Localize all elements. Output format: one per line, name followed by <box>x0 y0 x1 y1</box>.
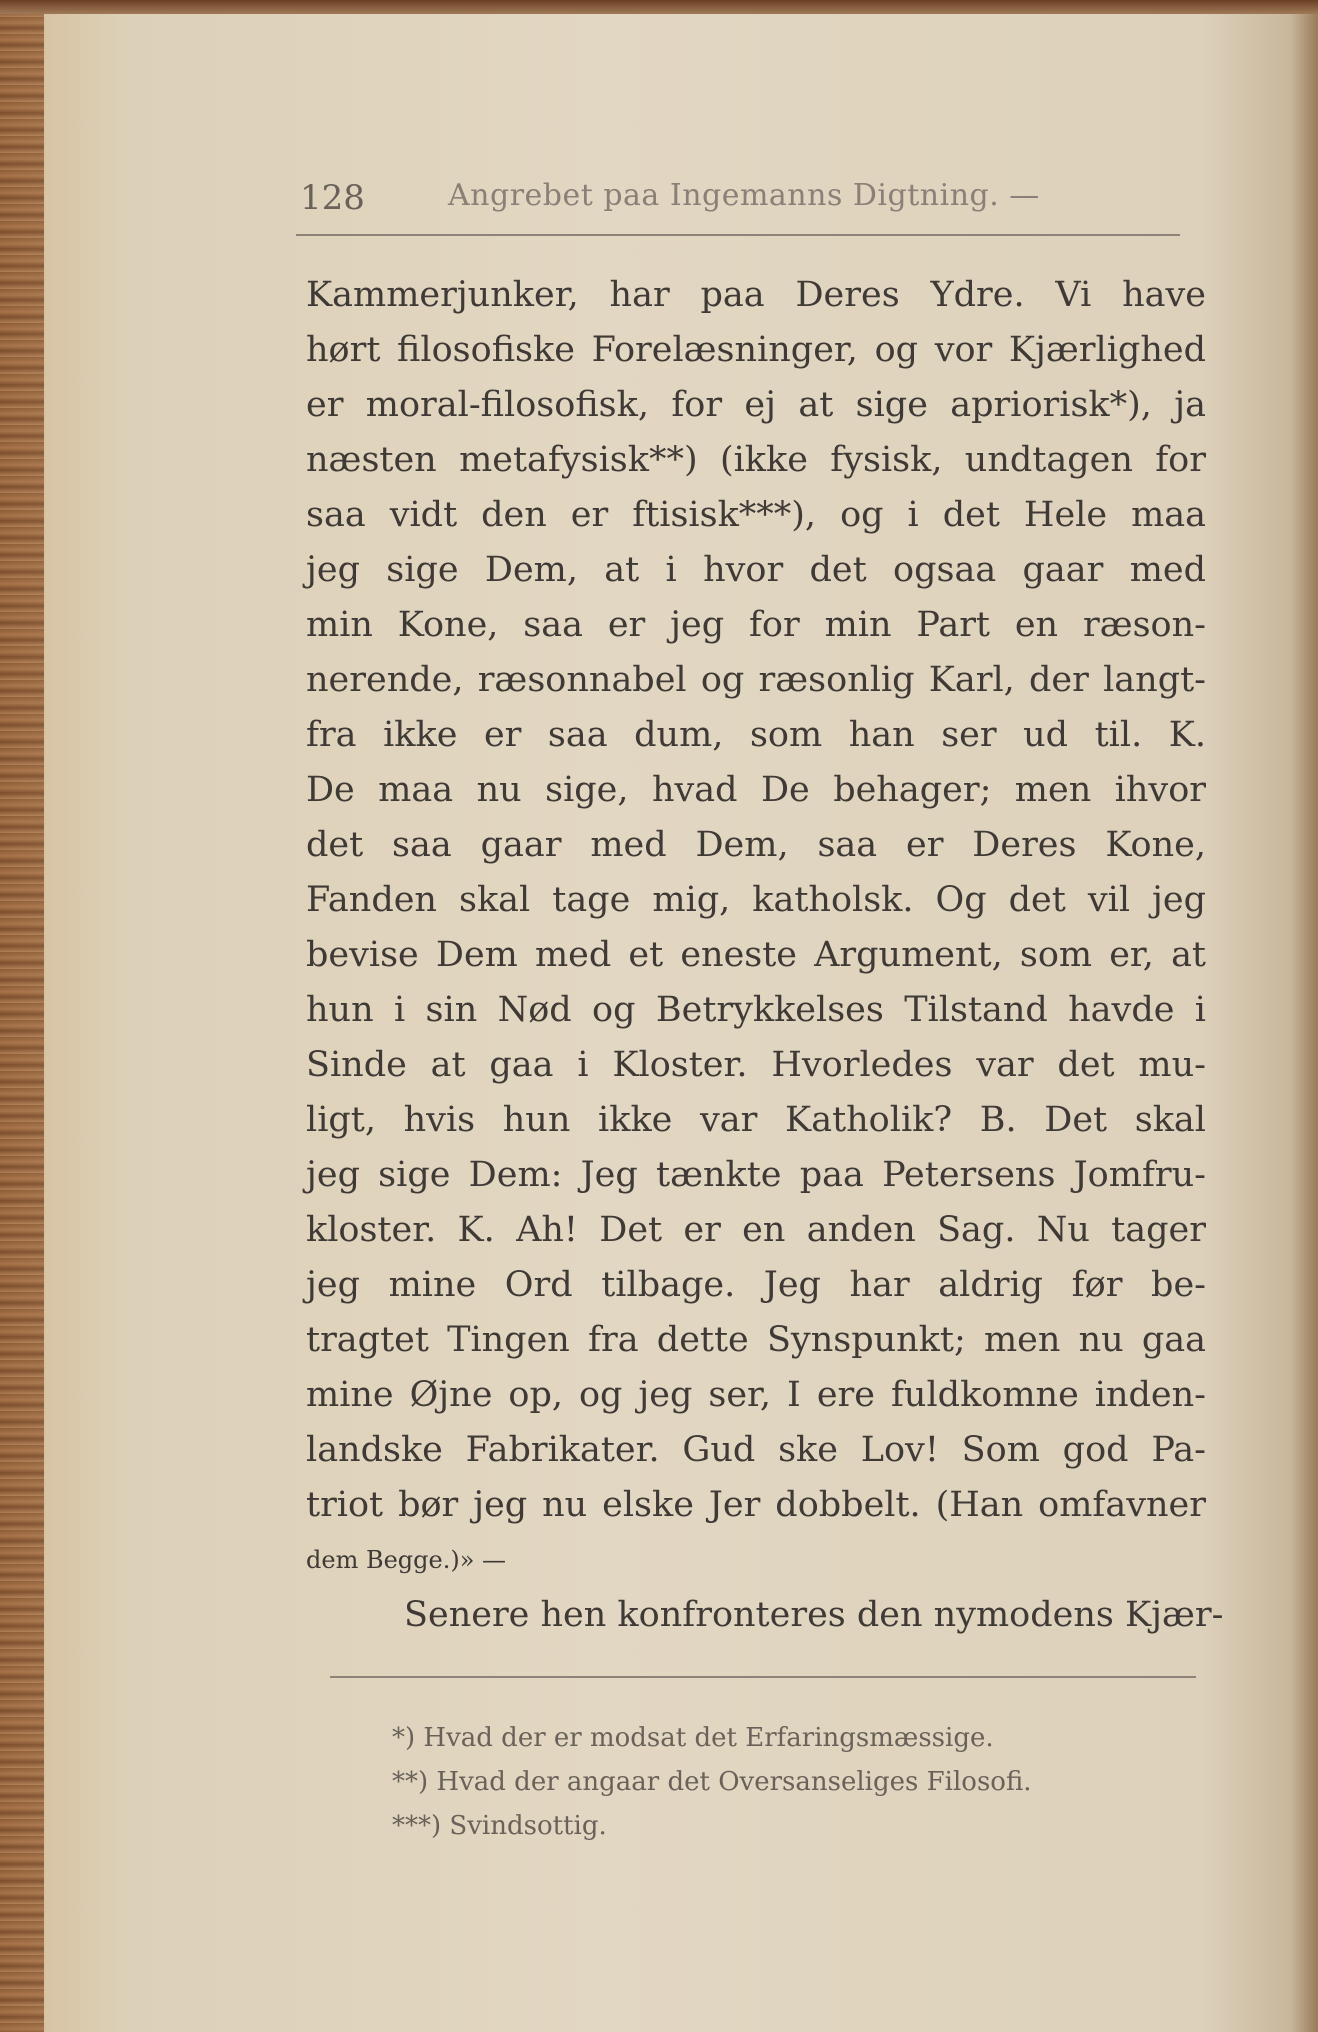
footnote: ***) Svindsottig. <box>392 1811 607 1841</box>
body-text <box>306 268 1224 1643</box>
text-line: tragtet Tingen fra dette Synspunkt; men nu gaa <box>306 1320 1206 1360</box>
text-line: Sinde at gaa i Kloster. Hvorledes var det mu- <box>306 1045 1206 1085</box>
text-line: triot bør jeg nu elske Jer dobbelt. (Han omfavner <box>306 1485 1206 1525</box>
text-line: jeg sige Dem, at i hvor det ogsaa gaar med <box>306 550 1206 590</box>
text-line: det saa gaar med Dem, saa er Deres Kone, <box>306 825 1206 865</box>
text-line: er moral-filosofisk, for ej at sige apriorisk*), ja <box>306 385 1206 425</box>
book-binding-edge <box>0 0 44 2032</box>
text-line: næsten metafysisk**) (ikke fysisk, undtagen for <box>306 440 1206 480</box>
page-header <box>290 170 1190 220</box>
text-line: landske Fabrikater. Gud ske Lov! Som god Pa- <box>306 1430 1206 1470</box>
text-line: mine Øjne op, og jeg ser, I ere fuldkomne inden- <box>306 1375 1206 1415</box>
text-line: hun i sin Nød og Betrykkelses Tilstand havde i <box>306 990 1206 1030</box>
page-top-edge <box>0 0 1318 14</box>
text-line: nerende, ræsonnabel og ræsonlig Karl, der langt- <box>306 660 1206 700</box>
footnotes <box>392 1716 1152 1848</box>
text-line: dem Begge.)» — <box>306 1546 507 1574</box>
footnote-rule <box>330 1676 1196 1678</box>
header-rule <box>296 234 1180 236</box>
text-line: bevise Dem med et eneste Argument, som er, at <box>306 935 1206 975</box>
page-number: 128 <box>300 178 365 218</box>
text-line: Kammerjunker, har paa Deres Ydre. Vi have <box>306 275 1206 315</box>
footnote: **) Hvad der angaar det Oversanseliges Filosofi. <box>392 1767 1032 1797</box>
text-line: min Kone, saa er jeg for min Part en ræson- <box>306 605 1206 645</box>
running-head: Angrebet paa Ingemanns Digtning. — <box>448 178 1040 213</box>
text-line: hørt filosofiske Forelæsninger, og vor Kjærlighed <box>306 330 1206 370</box>
text-line: ligt, hvis hun ikke var Katholik? B. Det skal <box>306 1100 1206 1140</box>
footnote: *) Hvad der er modsat det Erfaringsmæssige. <box>392 1723 994 1753</box>
text-line: De maa nu sige, hvad De behager; men ihvor <box>306 770 1206 810</box>
text-line: Senere hen konfronteres den nymodens Kjær- <box>404 1595 1224 1635</box>
text-line: saa vidt den er ftisisk***), og i det Hele maa <box>306 495 1206 535</box>
text-line: kloster. K. Ah! Det er en anden Sag. Nu tager <box>306 1210 1206 1250</box>
text-line: Fanden skal tage mig, katholsk. Og det vil jeg <box>306 880 1206 920</box>
text-line: fra ikke er saa dum, som han ser ud til. K. <box>306 715 1206 755</box>
text-line: jeg mine Ord tilbage. Jeg har aldrig før be- <box>306 1265 1206 1305</box>
text-line: jeg sige Dem: Jeg tænkte paa Petersens Jomfru- <box>306 1155 1206 1195</box>
